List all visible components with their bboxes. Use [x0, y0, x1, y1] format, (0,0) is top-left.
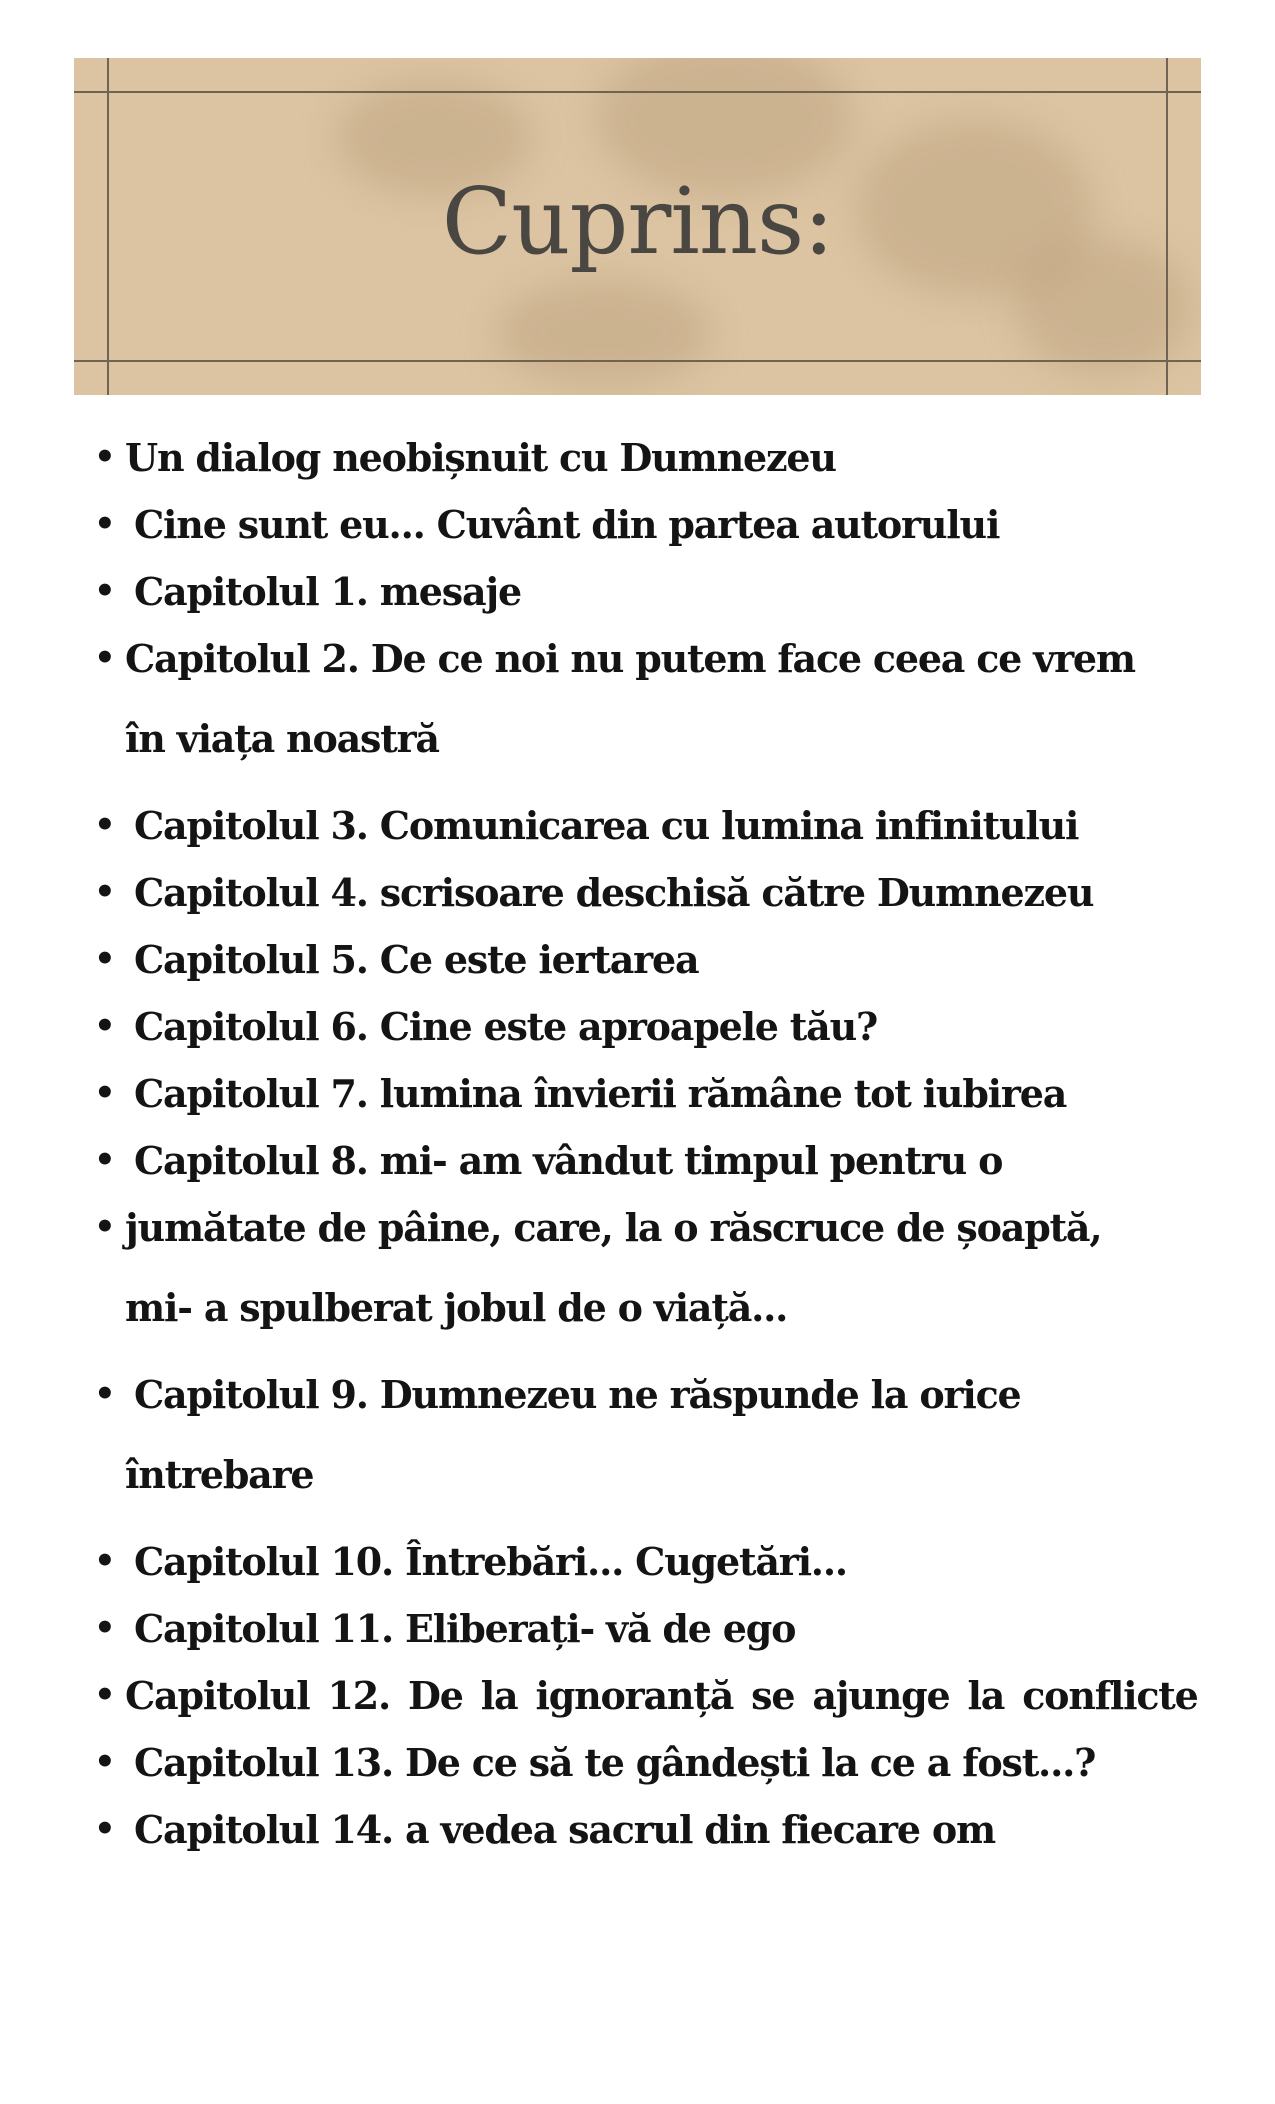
toc-item: [92, 1194, 1202, 1261]
toc-item-label: Capitolul 12. De la ignoranță se ajunge la conflicte: [125, 1673, 1198, 1718]
toc-item: [92, 1662, 1202, 1729]
bullet-icon: •: [94, 805, 115, 845]
toc-item-label: Capitolul 6. Cine este aproapele tău?: [134, 1004, 878, 1049]
toc-item-label: întrebare: [125, 1452, 314, 1497]
toc-item-label: Un dialog neobișnuit cu Dumnezeu: [125, 435, 836, 480]
header-banner: [74, 58, 1201, 395]
toc-item: [92, 993, 1202, 1060]
toc-item-label: Capitolul 7. lumina învierii rămâne tot iubirea: [134, 1071, 1067, 1116]
bullet-icon: •: [94, 1809, 115, 1849]
toc-item: [92, 1528, 1202, 1595]
bullet-icon: •: [94, 1140, 115, 1180]
bullet-icon: •: [94, 437, 115, 477]
toc-item: [92, 1361, 1202, 1428]
toc-item-continuation: [92, 1255, 1202, 1361]
toc-item: [92, 1127, 1202, 1194]
bullet-icon: •: [94, 638, 115, 678]
toc-item: [92, 424, 1202, 491]
toc-item-label: Capitolul 8. mi- am vândut timpul pentru o: [134, 1138, 1003, 1183]
toc-item: [92, 558, 1202, 625]
toc-item-label: mi- a spulberat jobul de o viață...: [125, 1285, 788, 1330]
toc-item-continuation: [92, 686, 1202, 792]
toc-item: [92, 491, 1202, 558]
bullet-icon: •: [94, 1541, 115, 1581]
toc-item: [92, 1595, 1202, 1662]
bullet-icon: •: [94, 1608, 115, 1648]
bullet-icon: •: [94, 1675, 115, 1715]
toc-item: [92, 1796, 1202, 1863]
bullet-icon: •: [94, 939, 115, 979]
bullet-icon: •: [94, 1742, 115, 1782]
toc-item-label: Capitolul 3. Comunicarea cu lumina infinitului: [134, 803, 1079, 848]
bullet-icon: •: [94, 504, 115, 544]
bullet-icon: •: [94, 872, 115, 912]
toc-item: [92, 792, 1202, 859]
toc-item-label: Capitolul 5. Ce este iertarea: [134, 937, 699, 982]
toc-item: [92, 926, 1202, 993]
toc-item-label: Capitolul 10. Întrebări... Cugetări...: [134, 1539, 847, 1584]
toc-item-label: Capitolul 9. Dumnezeu ne răspunde la orice: [134, 1372, 1021, 1417]
toc-item: [92, 859, 1202, 926]
toc-item-continuation: [92, 1422, 1202, 1528]
page-title: Cuprins:: [441, 168, 834, 275]
toc-item: [92, 1060, 1202, 1127]
toc-item-label: Capitolul 14. a vedea sacrul din fiecare om: [134, 1807, 995, 1852]
toc-item-label: jumătate de pâine, care, la o răscruce de șoaptă,: [125, 1205, 1102, 1250]
toc-item-label: în viața noastră: [125, 716, 439, 761]
toc-item-label: Capitolul 2. De ce noi nu putem face ceea ce vrem: [125, 636, 1135, 681]
toc-item-label: Capitolul 13. De ce să te gândești la ce a fost...?: [134, 1740, 1096, 1785]
bullet-icon: •: [94, 1073, 115, 1113]
toc-item-label: Cine sunt eu... Cuvânt din partea autorului: [134, 502, 1000, 547]
table-of-contents: [92, 424, 1202, 1863]
toc-item-label: Capitolul 1. mesaje: [134, 569, 521, 614]
toc-item: [92, 1729, 1202, 1796]
bullet-icon: •: [94, 1006, 115, 1046]
toc-item: [92, 625, 1202, 692]
bullet-icon: •: [94, 1207, 115, 1247]
toc-item-label: Capitolul 4. scrisoare deschisă către Dumnezeu: [134, 870, 1094, 915]
leaf-shadow-decoration: [494, 278, 714, 388]
toc-item-label: Capitolul 11. Eliberați- vă de ego: [134, 1606, 796, 1651]
bullet-icon: •: [94, 571, 115, 611]
banner-top-rule: [74, 91, 1201, 93]
banner-bottom-rule: [74, 360, 1201, 362]
bullet-icon: •: [94, 1374, 115, 1414]
